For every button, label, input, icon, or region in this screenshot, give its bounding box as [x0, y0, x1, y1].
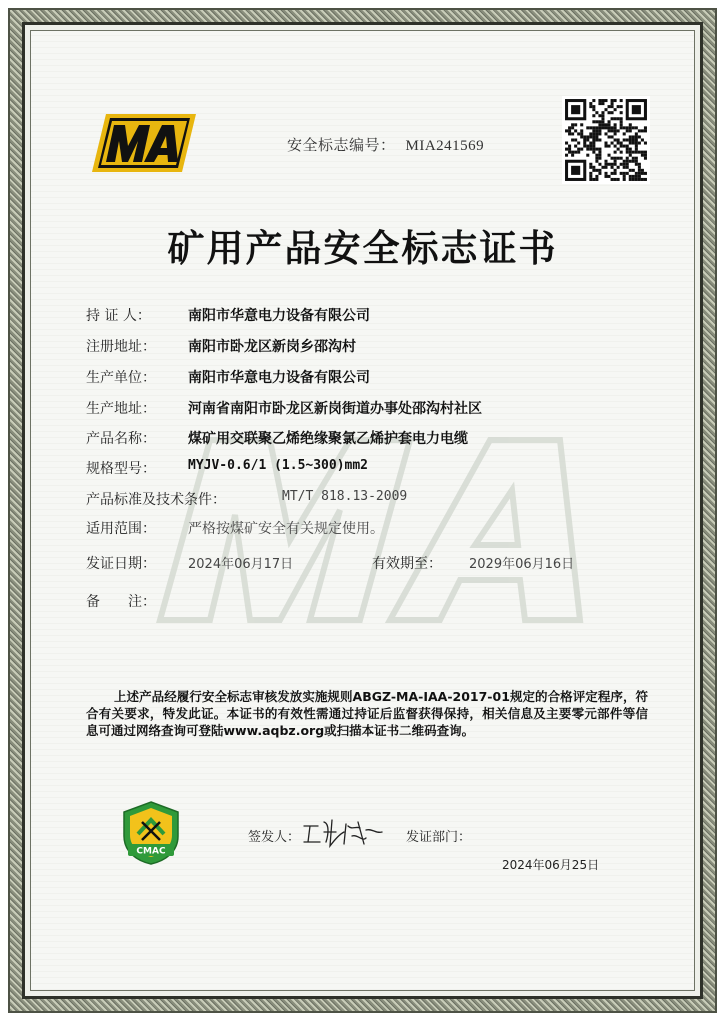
field-value: 南阳市华意电力设备有限公司: [188, 308, 370, 324]
field-prod-address: [86, 398, 482, 418]
field-value: 2024年06月17日: [188, 557, 294, 572]
field-label: 规格型号：: [86, 461, 156, 477]
certificate-title: 矿用产品安全标志证书: [167, 226, 558, 270]
signing-date: 2024年06月25日: [502, 858, 600, 872]
field-label: 有效期至：: [372, 556, 442, 572]
field-value: MT/T 818.13-2009: [282, 489, 408, 504]
serial-label: 安全标志编号：: [287, 136, 396, 154]
field-label: 持 证 人：: [86, 308, 151, 324]
cmac-emblem-icon: [120, 800, 182, 866]
field-product-name: [86, 428, 468, 448]
field-manufacturer: [86, 367, 370, 387]
field-label: 适用范围：: [86, 521, 156, 537]
field-model: [86, 458, 369, 478]
field-reg-address: [86, 336, 356, 356]
signer-label: 签发人：: [248, 830, 301, 845]
field-label: 产品名称：: [86, 431, 156, 447]
field-holder: [86, 305, 370, 325]
ma-logo-icon: [92, 112, 196, 174]
certification-statement: 上述产品经履行安全标志审核发放实施规则ABGZ-MA-IAA-2017-01规定的合格评定程序，符合有关要求，特发此证。本证书的有效性需通过持证后监督获得保持，相关信息及主要零元部件等信息可通过网络查询可登陆www.aqbz.org或扫描本证书二维码查询。: [86, 689, 648, 738]
field-label: 备 注：: [86, 594, 156, 610]
field-value: 河南省南阳市卧龙区新岗街道办事处邵沟村社区: [188, 401, 482, 417]
field-label: 产品标准及技术条件：: [86, 492, 226, 508]
field-value: 南阳市卧龙区新岗乡邵沟村: [188, 339, 356, 355]
field-value: 煤矿用交联聚乙烯绝缘聚氯乙烯护套电力电缆: [188, 431, 468, 447]
field-value: 2029年06月16日: [469, 557, 575, 572]
serial-number: MIA241569: [405, 138, 485, 154]
field-value: 严格按煤矿安全有关规定使用。: [188, 521, 384, 537]
field-value: 南阳市华意电力设备有限公司: [188, 370, 370, 386]
field-label: 生产单位：: [86, 370, 156, 386]
field-scope: [86, 518, 384, 538]
field-label: 发证日期：: [86, 556, 156, 572]
field-issue-date: [86, 553, 294, 573]
field-label: 生产地址：: [86, 401, 156, 417]
field-value: MYJV-0.6/1 (1.5~300)mm2: [188, 458, 369, 473]
cmac-emblem-text: CMAC: [136, 846, 166, 857]
qr-code-icon[interactable]: [562, 96, 650, 184]
field-remarks: [86, 591, 156, 611]
department-label: 发证部门：: [406, 830, 472, 845]
field-label: 注册地址：: [86, 339, 156, 355]
field-valid-until: [372, 553, 575, 573]
field-standard: [86, 489, 408, 509]
handwritten-signature-icon: [300, 812, 386, 852]
serial-number-line: [287, 134, 484, 155]
